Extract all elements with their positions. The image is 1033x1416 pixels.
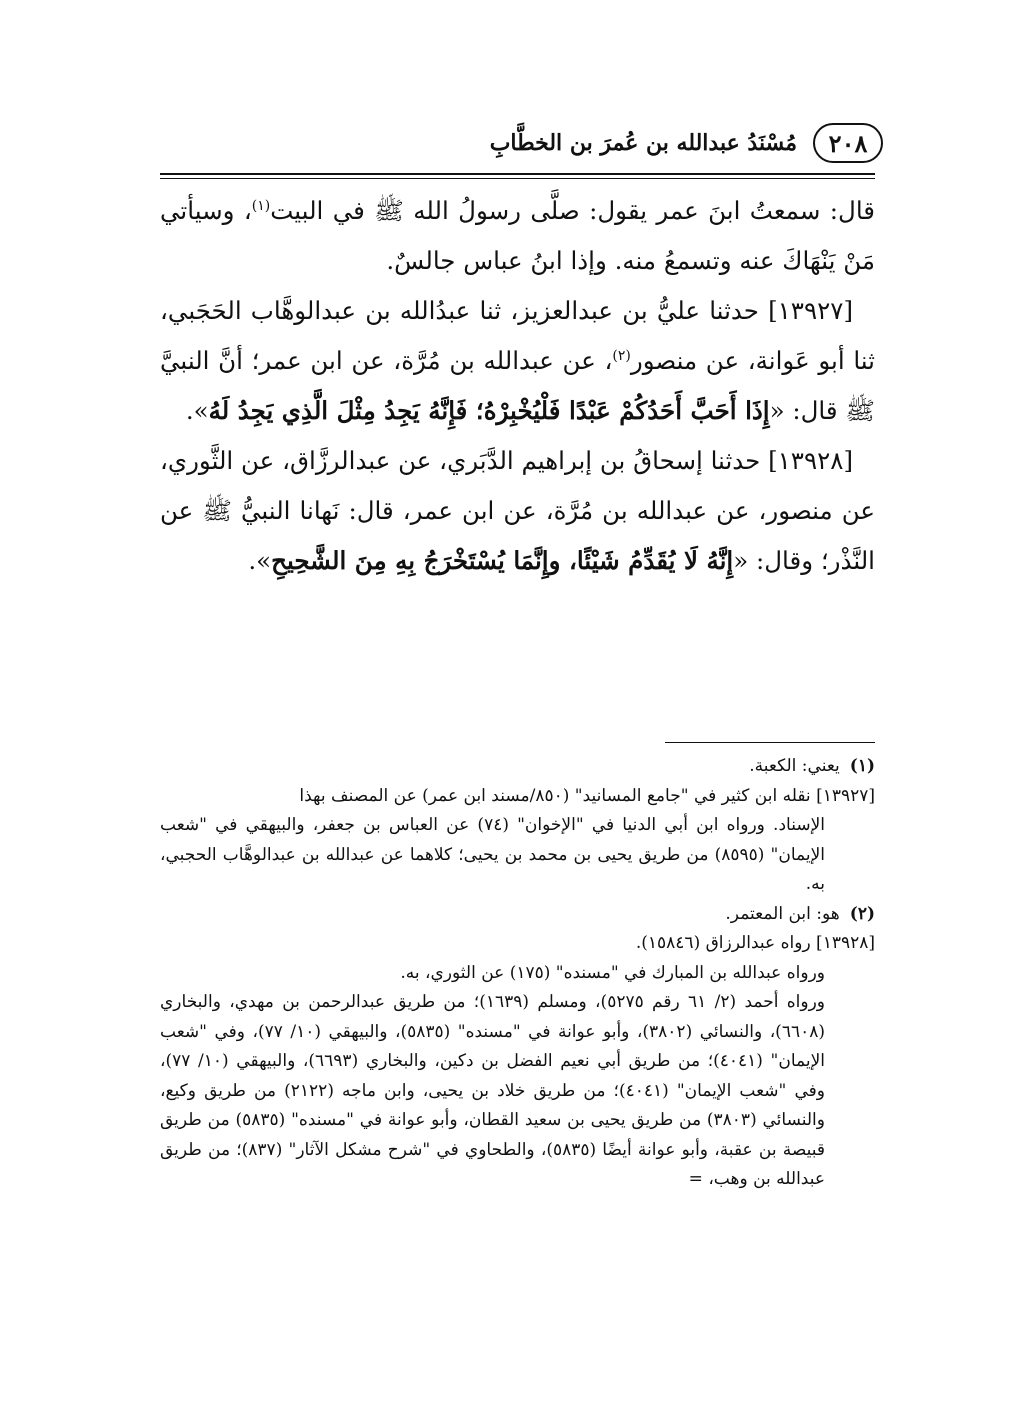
note-13927-rest: الإسناد. ورواه ابن أبي الدنيا في "الإخوان" (٧٤) عن العباس بن جعفر، والبيهقي في "شعب الإيمان" (٨٥٩٥) من طريق يحيى بن محمد بن يحيى؛ كلاهما عن عبدالله بن عبدالوهَّاب الحجبي، به. bbox=[160, 815, 826, 894]
intro-text-rest: ، وسيأتي مَنْ يَنْهَاكَ عنه وتسمعُ منه. وإذا ابنُ عباس جالسٌ. bbox=[160, 196, 875, 275]
hadith-isnad: حدثنا عليُّ بن عبدالعزيز، ثنا عبدُالله بن عبدالوهَّاب الحَجَبي، ثنا أبو عَوانة، عن منصور bbox=[160, 296, 875, 375]
footnote-1 bbox=[160, 752, 875, 782]
note-13928-rest: ورواه أحمد (٢/ ٦١ رقم ٥٢٧٥)، ومسلم (١٦٣٩)؛ من طريق عبدالرحمن بن مهدي، والبخاري (٦٦٠٨)، والنسائي (٣٨٠٢)، وأبو عوانة في "مسنده" (٥٨٣٥)، والبيهقي (١٠/ ٧٧)، وفي "شعب الإيمان" (٤٠٤١)؛ من طريق أبي نعيم الفضل بن دكين، والبخاري (٦٦٩٣)، والبيهقي (١٠/ ٧٧)، وفي "شعب الإيمان" (٤٠٤١)؛ من طريق خلاد بن يحيى، وابن ماجه (٢١٢٢) من طريق وكيع، والنسائي (٣٨٠٣) من طريق يحيى بن سعيد القطان، وأبو عوانة في "مسنده" (٥٨٣٥) من طريق قبيصة بن عقبة، وأبو عوانة أيضًا (٥٨٣٥)، والطحاوي في "شرح مشكل الآثار" (٨٣٧)؛ من طريق عبدالله بن وهب، = bbox=[160, 992, 826, 1189]
intro-paragraph bbox=[160, 186, 875, 286]
hadith-13927 bbox=[160, 286, 875, 436]
running-title: مُسْنَدُ عبدالله بن عُمرَ بن الخطَّابِ bbox=[489, 130, 797, 156]
page-number: ٢٠٨ bbox=[813, 123, 883, 163]
intro-text: قال: سمعتُ ابنَ عمر يقول: صلَّى رسولُ الله ﷺ في البيت bbox=[270, 196, 875, 225]
note-13927-first: [١٣٩٢٧] نقله ابن كثير في "جامع المسانيد" (٨٥٠/مسند ابن عمر) عن المصنف بهذا bbox=[299, 785, 875, 806]
footnote-text: هو: ابن المعتمر. bbox=[725, 903, 840, 924]
footnote-2 bbox=[160, 900, 875, 930]
hadith-number: [١٣٩٢٧] bbox=[768, 296, 853, 325]
footnote-text: يعني: الكعبة. bbox=[749, 756, 840, 776]
hadith-end: ». bbox=[248, 546, 272, 575]
hadith-matn: إِنَّهُ لَا يُقَدِّمُ شَيْئًا، وإِنَّمَا يُسْتَخْرَجُ بِهِ مِنَ الشَّحِيحِ bbox=[271, 546, 734, 575]
hadith-isnad: حدثنا إسحاقُ بن إبراهيم الدَّبَري، عن عبدالرزَّاق، عن الثَّوري، عن منصور، عن عبدالله بن مُرَّة، عن ابن عمر، قال: نَهانا النبيُّ ﷺ عن النَّذْر؛ وقال: « bbox=[160, 446, 875, 575]
footnotes bbox=[160, 752, 875, 1195]
hadith-end: ». bbox=[185, 396, 209, 425]
footnote-mark: (١) bbox=[849, 756, 875, 776]
hadith-isnad-cont: ، عن عبدالله بن مُرَّة، عن ابن عمر؛ أنَّ النبيَّ ﷺ قال: « bbox=[160, 346, 875, 425]
footnote-ref-1: (١) bbox=[251, 197, 271, 214]
page-header bbox=[150, 118, 883, 168]
hadith-number: [١٣٩٢٨] bbox=[768, 446, 853, 475]
note-13928-first: [١٣٩٢٨] رواه عبدالرزاق (١٥٨٤٦). bbox=[635, 933, 875, 953]
footnote-mark: (٢) bbox=[849, 903, 875, 924]
hadith-13928 bbox=[160, 436, 875, 586]
footnote-separator bbox=[665, 742, 875, 743]
footnote-ref-2: (٢) bbox=[612, 347, 631, 364]
hadith-matn: إِذَا أَحَبَّ أَحَدُكُمْ عَبْدًا فَلْيُخْبِرْهُ؛ فَإِنَّهُ يَجِدُ مِثْلَ الَّذِي يَجِدُ لَهُ bbox=[208, 396, 770, 425]
main-text bbox=[160, 186, 875, 586]
header-rule bbox=[160, 173, 875, 179]
note-13928-mubarak: ورواه عبدالله بن المبارك في "مسنده" (١٧٥) عن الثوري، به. bbox=[400, 962, 825, 983]
